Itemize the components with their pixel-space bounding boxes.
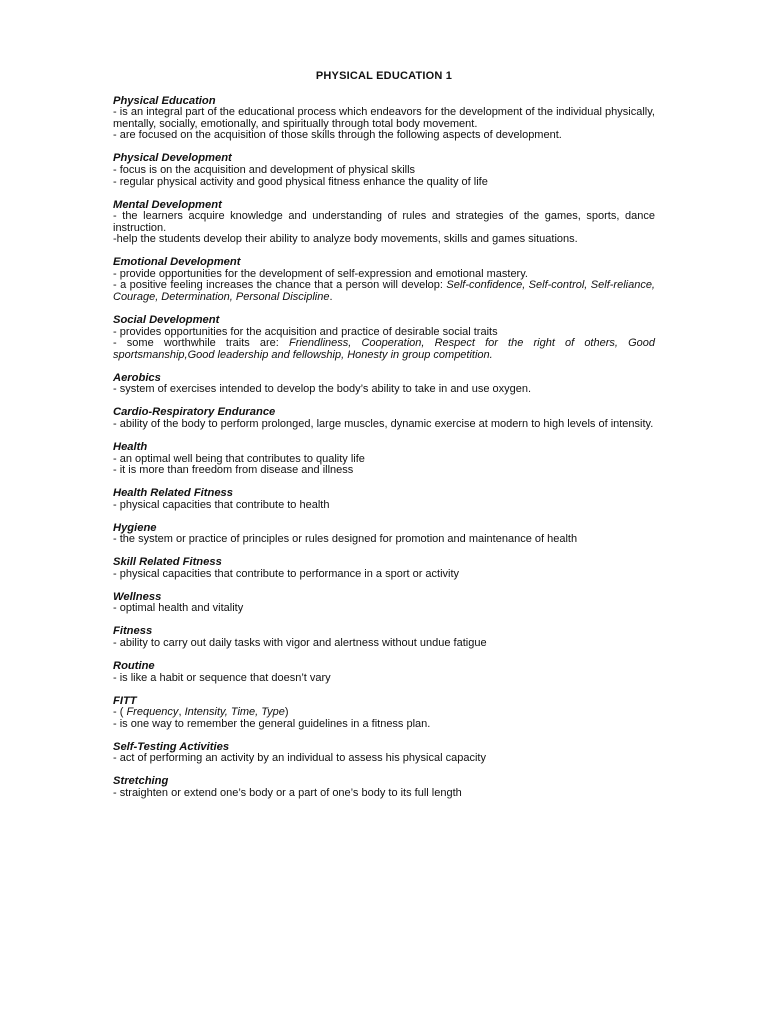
definition-section — [113, 557, 655, 580]
text-segment: - an optimal well being that contributes to quality life — [113, 452, 365, 465]
text-segment: - provide opportunities for the development of self-expression and emotional mastery. — [113, 267, 528, 280]
definitions-list — [113, 96, 655, 800]
definition-term: Cardio-Respiratory Endurance — [113, 406, 276, 419]
definition-section — [113, 373, 655, 396]
text-segment: - regular physical activity and good physical fitness enhance the quality of life — [113, 175, 488, 188]
definition-term: Routine — [113, 660, 155, 673]
text-segment: - act of performing an activity by an individual to assess his physical capacity — [113, 752, 486, 765]
definition-term: Social Development — [113, 314, 220, 327]
text-segment: - it is more than freedom from disease and illness — [113, 464, 354, 477]
text-segment: - physical capacities that contribute to performance in a sport or activity — [113, 567, 460, 580]
definition-section — [113, 523, 655, 546]
text-segment: - provides opportunities for the acquisition and practice of desirable social traits — [113, 325, 498, 338]
definition-line — [113, 753, 655, 765]
text-segment: - focus is on the acquisition and development of physical skills — [113, 163, 416, 176]
definition-line — [113, 638, 655, 650]
text-segment: - ability of the body to perform prolonged, large muscles, dynamic exercise at modern to high levels of intensity. — [113, 418, 654, 430]
text-segment: - a positive feeling increases the chance that a person will develop: — [113, 279, 447, 292]
text-segment: - ability to carry out daily tasks with vigor and alertness without undue fatigue — [113, 637, 487, 650]
definition-line — [113, 419, 655, 431]
definition-section — [113, 442, 655, 477]
definition-term: Stretching — [113, 775, 169, 788]
italic-text-segment: Frequency — [126, 706, 179, 719]
definition-term: FITT — [113, 694, 137, 707]
italic-text-segment: Friendliness, Cooperation, Respect for the right of others, Good sportsmanship,Good leadership and fellowship, Honesty in group competition. — [113, 337, 655, 361]
definition-line — [113, 673, 655, 685]
text-segment: - physical capacities that contribute to health — [113, 498, 330, 511]
text-segment: - is like a habit or sequence that doesn’t vary — [113, 671, 331, 684]
definition-section — [113, 200, 655, 246]
text-segment: . — [329, 291, 333, 304]
definition-section — [113, 776, 655, 799]
definition-term: Hygiene — [113, 521, 157, 534]
definition-term: Health — [113, 440, 148, 453]
text-segment: ) — [284, 706, 289, 719]
definition-term: Aerobics — [113, 371, 161, 384]
definition-section — [113, 488, 655, 511]
definition-line — [113, 280, 655, 303]
text-segment: - the system or practice of principles or rules designed for promotion and maintenance of health — [113, 533, 578, 546]
definition-line — [113, 500, 655, 512]
definition-line — [113, 534, 655, 546]
document-title: PHYSICAL EDUCATION 1 — [315, 70, 453, 82]
text-segment: , — [178, 706, 185, 719]
text-segment: - are focused on the acquisition of those skills through the following aspects of development. — [113, 129, 562, 142]
text-segment: - system of exercises intended to develop the body’s ability to take in and use oxygen. — [113, 383, 532, 396]
definition-term: Emotional Development — [113, 256, 241, 269]
definition-term: Health Related Fitness — [113, 487, 233, 500]
definition-line — [113, 719, 655, 731]
definition-line — [113, 569, 655, 581]
definition-section — [113, 742, 655, 765]
definition-term: Fitness — [113, 625, 153, 638]
definition-section — [113, 153, 655, 188]
definition-line — [113, 130, 655, 142]
definition-line — [113, 603, 655, 615]
text-segment: - some worthwhile traits are: — [113, 337, 289, 350]
definition-section — [113, 407, 655, 430]
definition-line — [113, 234, 655, 246]
definition-line — [113, 211, 655, 234]
definition-term: Wellness — [113, 590, 162, 603]
document-page — [113, 71, 655, 811]
definition-section — [113, 626, 655, 649]
text-segment: - optimal health and vitality — [113, 602, 244, 615]
text-segment: -help the students develop their ability to analyze body movements, skills and games situations. — [113, 233, 578, 246]
definition-line — [113, 465, 655, 477]
definition-term: Physical Development — [113, 152, 232, 165]
definition-section — [113, 661, 655, 684]
definition-term: Physical Education — [113, 94, 216, 107]
definition-line — [113, 384, 655, 396]
definition-section — [113, 696, 655, 731]
definition-section — [113, 592, 655, 615]
definition-line — [113, 338, 655, 361]
text-segment: - the learners acquire knowledge and understanding of rules and strategies of the games, sports, dance instruction. — [113, 210, 655, 234]
definition-line — [113, 107, 655, 130]
definition-line — [113, 177, 655, 189]
definition-term: Mental Development — [113, 198, 222, 211]
italic-text-segment: Self-confidence, Self-control, Self-reliance, Courage, Determination, Personal Discipline — [113, 279, 655, 304]
definition-section — [113, 257, 655, 303]
definition-section — [113, 96, 655, 142]
definition-term: Self-Testing Activities — [113, 740, 230, 753]
text-segment: - is an integral part of the educational process which endeavors for the development of the individual physically, mentally, socially, emotionally, and spiritually through total body movement. — [113, 106, 655, 130]
definition-term: Skill Related Fitness — [113, 556, 222, 569]
text-segment: - ( — [113, 706, 127, 719]
text-segment: - straighten or extend one’s body or a part of one’s body to its full length — [113, 786, 462, 799]
text-segment: - is one way to remember the general guidelines in a fitness plan. — [113, 717, 431, 730]
definition-section — [113, 315, 655, 361]
italic-text-segment: Intensity, Time, Type — [184, 706, 285, 719]
definition-line — [113, 788, 655, 800]
